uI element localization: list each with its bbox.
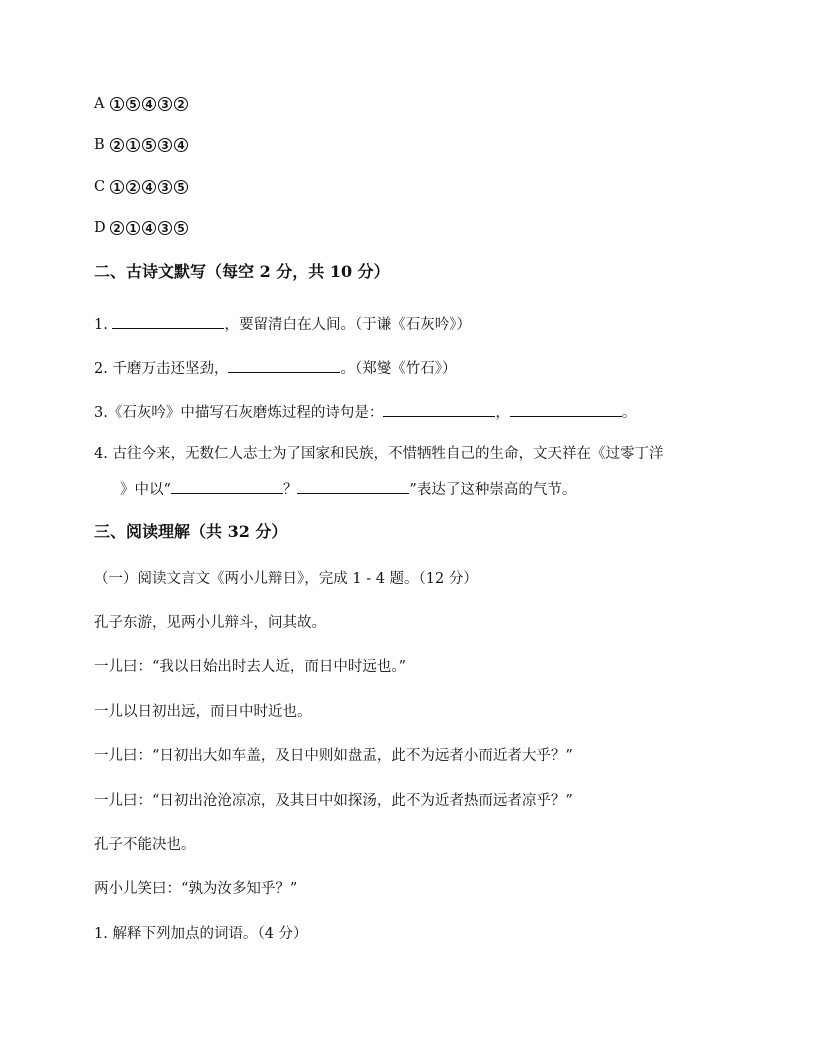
circled-number: 5 <box>174 180 188 194</box>
option-letter: A <box>94 96 105 112</box>
circled-number: 4 <box>142 180 156 194</box>
option-letter: D <box>94 220 106 236</box>
question-2-4-line2 <box>120 479 576 498</box>
passage-line: 孔子不能决也。 <box>94 837 196 853</box>
separator: ， <box>495 405 510 421</box>
answer-blank[interactable] <box>171 479 283 494</box>
circled-number: 2 <box>126 180 140 194</box>
question-text: ，要留清白在人间。（于谦《石灰吟》） <box>224 317 471 333</box>
circled-number: 2 <box>110 221 124 235</box>
question-2-2 <box>94 358 456 377</box>
question-3-1: 1. 解释下列加点的词语。（4 分） <box>94 926 308 942</box>
answer-blank[interactable] <box>383 402 495 417</box>
circled-number: 1 <box>126 138 140 152</box>
question-text: 》中以“ <box>120 482 171 498</box>
passage-line: 两小儿笑曰：“孰为汝多知乎？” <box>94 881 298 897</box>
circled-number: 3 <box>158 180 172 194</box>
question-text: 2. 千磨万击还坚劲， <box>94 361 229 377</box>
answer-blank[interactable] <box>112 314 224 329</box>
option-a <box>94 97 190 112</box>
circled-number: 2 <box>174 97 188 111</box>
circled-number: 3 <box>158 138 172 152</box>
circled-number: 5 <box>126 97 140 111</box>
circled-number: 1 <box>110 180 124 194</box>
circled-number: 4 <box>142 97 156 111</box>
question-end: 。 <box>621 405 637 421</box>
circled-number: 2 <box>110 138 124 152</box>
question-2-3 <box>94 402 636 421</box>
question-2-4-line1: 4. 古往今来，无数仁人志士为了国家和民族，不惜牺牲自己的生命，文天祥在《过零丁洋 <box>94 446 664 462</box>
subsection-heading: （一）阅读文言文《两小儿辩日》，完成 1 - 4 题。（12 分） <box>94 571 478 587</box>
passage-line: 一儿曰：“日初出大如车盖，及日中则如盘盂，此不为远者小而近者大乎？” <box>94 748 573 764</box>
passage-line: 一儿以日初出远，而日中时近也。 <box>94 704 312 720</box>
question-2-1 <box>94 314 471 333</box>
option-b <box>94 138 190 153</box>
question-text: 3.《石灰吟》中描写石灰磨炼过程的诗句是： <box>94 405 384 421</box>
passage-line: 一儿曰：“日初出沧沧凉凉，及其日中如探汤，此不为近者热而远者凉乎？” <box>94 793 573 809</box>
answer-blank[interactable] <box>510 402 622 417</box>
question-number: 1. <box>94 317 108 333</box>
circled-number: 5 <box>142 138 156 152</box>
circled-number: 1 <box>126 221 140 235</box>
answer-blank[interactable] <box>228 358 340 373</box>
circled-number: 4 <box>142 221 156 235</box>
passage-line: 孔子东游，见两小儿辩斗，问其故。 <box>94 615 326 631</box>
circled-number: 3 <box>158 97 172 111</box>
separator: ？ <box>282 482 298 498</box>
circled-number: 5 <box>174 221 188 235</box>
circled-number: 3 <box>158 221 172 235</box>
circled-number: 1 <box>110 97 124 111</box>
question-suffix: 。（郑燮《竹石》） <box>340 361 457 377</box>
option-d <box>94 221 190 236</box>
passage-line: 一儿曰：“我以日始出时去人近，而日中时远也。” <box>94 659 407 675</box>
answer-blank[interactable] <box>297 479 409 494</box>
section3-heading: 三、阅读理解（共 32 分） <box>94 522 288 541</box>
circled-number: 4 <box>174 138 188 152</box>
option-letter: B <box>94 137 105 153</box>
question-suffix: ”表达了这种崇高的气节。 <box>409 482 577 498</box>
section2-heading: 二、古诗文默写（每空 2 分，共 10 分） <box>94 262 390 281</box>
option-c <box>94 180 190 195</box>
option-letter: C <box>94 179 106 195</box>
